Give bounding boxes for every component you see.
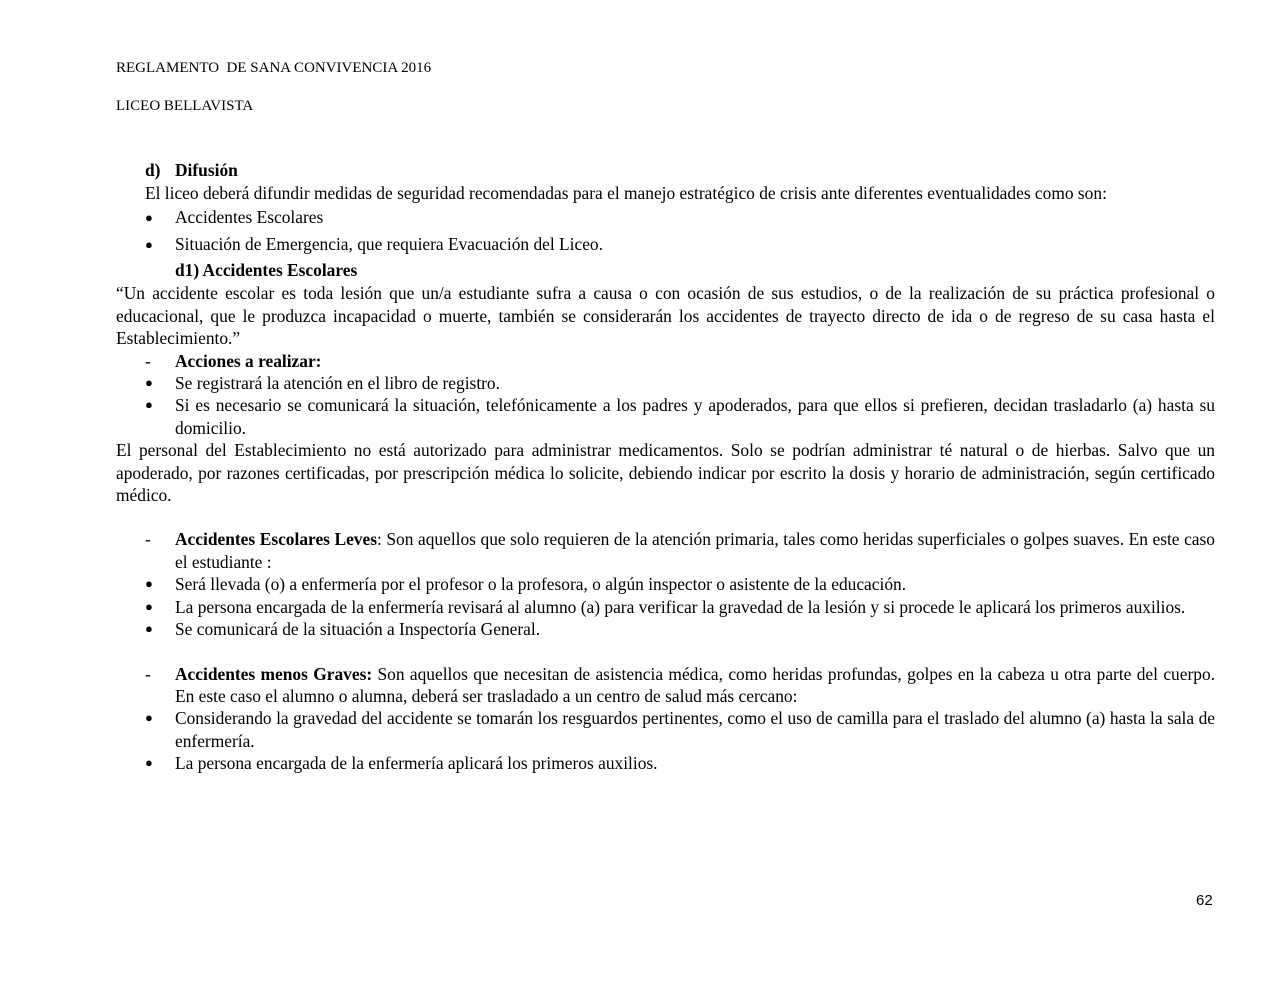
actions-label: Acciones a realizar:: [175, 350, 322, 371]
dash-icon: -: [145, 529, 151, 550]
menos-graves-text: Son aquellos que necesitan de asistencia médica, como heridas profundas, golpes en la cabeza u otra parte del cuerpo. En este caso el alumno o alumna, deberá ser trasladado a un centro de salud más cercano:: [175, 663, 1215, 706]
bullet-icon: ●: [145, 621, 153, 637]
list-item-text: Se comunicará de la situación a Inspectoría General.: [175, 619, 541, 640]
bullet-icon: ●: [145, 237, 153, 253]
list-item: [116, 573, 1215, 595]
list-item-text: La persona encargada de la enfermería aplicará los primeros auxilios.: [175, 753, 658, 774]
list-item-text: Si es necesario se comunicará la situación, telefónicamente a los padres y apoderados, para que ellos si prefieren, decidan trasladarlo (a) hasta su domicilio.: [175, 395, 1215, 438]
list-item: [116, 663, 1215, 708]
section-d-letter: d): [145, 160, 161, 180]
accident-definition-quote: “Un accidente escolar es toda lesión que un/a estudiante sufra a causa o con ocasión de sus estudios, o de la realización de su práctica profesional o educacional, que le produzca incapacidad o muerte, también se considerarán los accidentes de trayecto directo de ida o de regreso de su casa hasta el Establecimiento.”: [116, 283, 1215, 349]
document-header-title: REGLAMENTO DE SANA CONVIVENCIA 2016: [116, 60, 432, 76]
section-d1-heading: d1) Accidentes Escolares: [175, 260, 358, 281]
list-item-text: Considerando la gravedad del accidente se tomarán los resguardos pertinentes, como el uso de camilla para el traslado del alumno (a) hasta la sala de enfermería.: [175, 708, 1215, 751]
bullet-icon: ●: [145, 710, 153, 726]
list-item-text: Accidentes Escolares: [175, 207, 324, 228]
list-item-text: Situación de Emergencia, que requiera Evacuación del Liceo.: [175, 234, 603, 255]
bullet-icon: ●: [145, 576, 153, 592]
dash-icon: -: [145, 350, 151, 371]
page-number: 62: [1196, 892, 1213, 909]
list-item: [116, 394, 1215, 439]
list-item: [116, 752, 1215, 774]
bullet-icon: ●: [145, 375, 153, 391]
list-item: [116, 204, 1215, 231]
list-item-text: La persona encargada de la enfermería revisará al alumno (a) para verificar la gravedad de la lesión y si procede le aplicará los primeros auxilios.: [175, 596, 1186, 617]
document-body: [116, 158, 1215, 775]
section-d-title: Difusión: [175, 160, 238, 180]
bullet-icon: ●: [145, 397, 153, 413]
list-item: [116, 618, 1215, 640]
list-item-text: Será llevada (o) a enfermería por el profesor o la profesora, o algún inspector o asistente de la educación.: [175, 574, 907, 595]
paragraph-spacer: [116, 641, 1215, 663]
list-item: [116, 596, 1215, 618]
paragraph-spacer: [116, 506, 1215, 528]
section-d-heading: [116, 158, 1215, 182]
bullet-icon: ●: [145, 210, 153, 226]
list-item: [116, 707, 1215, 752]
list-item: [116, 231, 1215, 258]
bullet-icon: ●: [145, 598, 153, 614]
list-item: [116, 350, 1215, 372]
bullet-icon: ●: [145, 755, 153, 771]
list-item: [116, 372, 1215, 394]
dash-icon: -: [145, 663, 151, 684]
list-item: [116, 528, 1215, 573]
leves-text: : Son aquellos que solo requieren de la atención primaria, tales como heridas superficiales o golpes suaves. En este caso el estudiante :: [175, 529, 1215, 572]
menos-graves-label: Accidentes menos Graves:: [175, 663, 373, 684]
medication-note: El personal del Establecimiento no está autorizado para administrar medicamentos. Solo se podrían administrar té natural o de hierbas. Salvo que un apoderado, por razones certificadas, por prescripción médica lo solicite, debiendo indicar por escrito la dosis y horario de administración, según certificado médico.: [116, 440, 1215, 506]
section-d-intro: El liceo deberá difundir medidas de seguridad recomendadas para el manejo estratégico de crisis ante diferentes eventualidades como son:: [145, 183, 1107, 203]
leves-label: Accidentes Escolares Leves: [175, 529, 377, 550]
list-item-text: Se registrará la atención en el libro de registro.: [175, 373, 500, 394]
document-header-school: LICEO BELLAVISTA: [116, 98, 254, 114]
